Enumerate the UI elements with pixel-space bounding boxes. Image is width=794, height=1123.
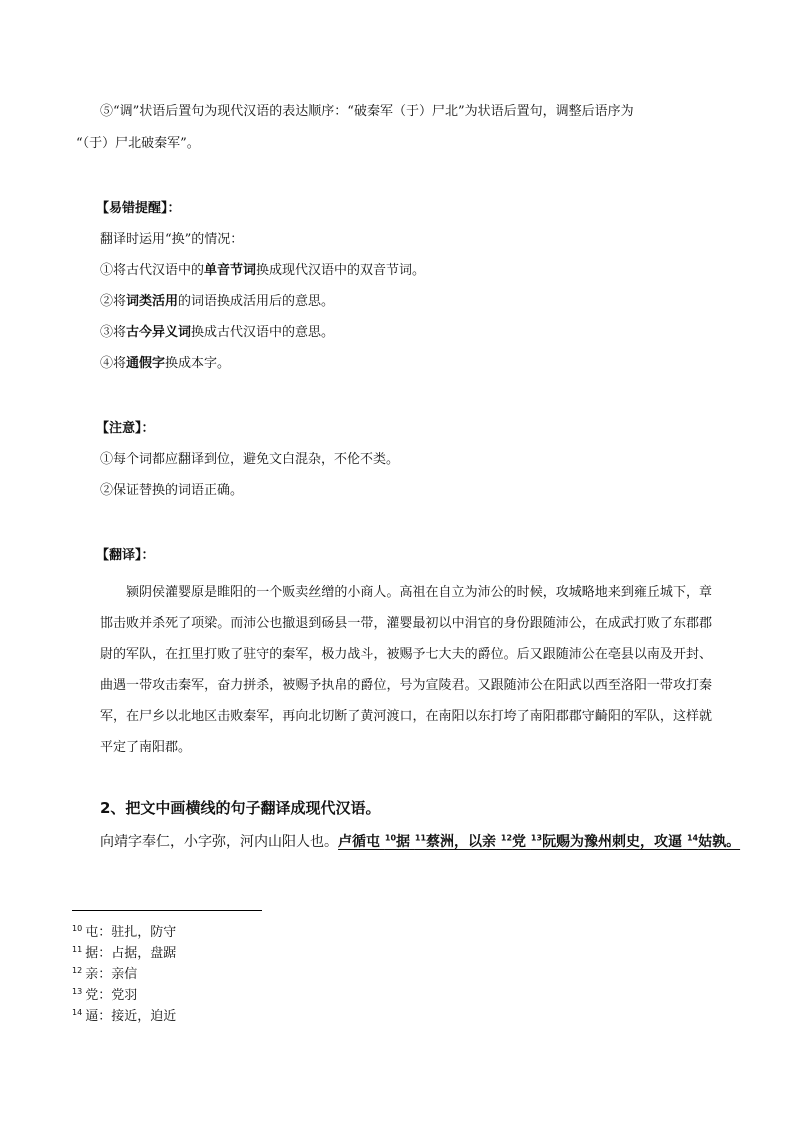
passage-intro: 向靖字奉仁，小字弥，河内山阳人也。 xyxy=(100,834,338,850)
error-tip-text: 换成本字。 xyxy=(165,356,231,371)
footnote-text: 党：党羽 xyxy=(85,988,138,1003)
underlined-fragment: 卢循屯 xyxy=(338,834,380,850)
footnote-divider xyxy=(72,910,262,911)
footnote-ref: 12 xyxy=(500,833,513,843)
footnote xyxy=(72,964,137,985)
underlined-fragment: 党 xyxy=(512,834,527,850)
error-tip-keyword: 单音节词 xyxy=(204,263,257,278)
footnote-number: 14 xyxy=(72,1007,83,1017)
error-tip-text: ④将 xyxy=(100,356,127,371)
error-tip-item xyxy=(100,323,334,343)
footnote-text: 屯：驻扎，防守 xyxy=(85,925,177,940)
translation-body: 颍阴侯灌婴原是睢阳的一个贩卖丝缯的小商人。高祖在自立为沛公的时候，攻城略地来到雍丘城下，章邯击败并杀死了项梁。而沛公也撤退到砀县一带，灌婴最初以中涓官的身份跟随沛公，在成武打败了东郡郡尉的军队，在扛里打败了驻守的秦军，极力战斗，被赐予七大夫的爵位。后又跟随沛公在亳县以南及开封、曲遇一带攻击秦军，奋力拼杀，被赐予执帛的爵位，号为宣陵君。又跟随沛公在阳武以西至洛阳一带攻打秦军，在尸乡以北地区击败秦军，再向北切断了黄河渡口，在南阳以东打垮了南阳郡郡守齮阳的军队，这样就平定了南阳郡。 xyxy=(100,585,712,755)
underlined-sentence xyxy=(338,834,740,850)
footnote-ref: 10 xyxy=(384,833,397,843)
notes-heading: 【注意】： xyxy=(96,421,155,436)
note-item: ②保证替换的词语正确。 xyxy=(100,483,244,498)
error-tip-item xyxy=(100,354,230,374)
error-tip-item xyxy=(100,261,425,281)
error-tip-keyword: 词类活用 xyxy=(126,294,179,309)
footnote xyxy=(72,985,137,1006)
footnote-ref: 11 xyxy=(414,833,427,843)
footnote xyxy=(72,922,176,943)
footnote-ref: 14 xyxy=(686,833,699,843)
footnote xyxy=(72,1006,176,1027)
underlined-fragment: 阮赐为豫州刺史，攻逼 xyxy=(542,834,683,850)
question-passage xyxy=(100,832,740,852)
footnote-number: 12 xyxy=(72,965,83,975)
note-item: ①每个词都应翻译到位，避免文白混杂，不伦不类。 xyxy=(100,452,400,467)
footnote-number: 10 xyxy=(72,923,83,933)
error-tip-item xyxy=(100,292,334,312)
footnote-ref: 13 xyxy=(530,833,543,843)
underlined-fragment: 据 xyxy=(396,834,411,850)
footnote xyxy=(72,943,176,964)
underlined-fragment: 蔡洲，以亲 xyxy=(426,834,497,850)
translation-heading: 【翻译】： xyxy=(96,548,155,563)
error-tip-keyword: 古今异义词 xyxy=(126,325,192,340)
question-title: 2、把文中画横线的句子翻译成现代汉语。 xyxy=(100,799,381,817)
point5-line1: ⑤“调”状语后置句为现代汉语的表达顺序：“破秦军（于）尸北”为状语后置句，调整后语序为 xyxy=(100,104,634,119)
error-tip-text: ③将 xyxy=(100,325,127,340)
error-tip-text: ①将古代汉语中的 xyxy=(100,263,205,278)
footnote-text: 逼：接近，迫近 xyxy=(85,1009,177,1024)
footnote-number: 11 xyxy=(72,944,83,954)
point5-line2: “（于）尸北破秦军”。 xyxy=(76,136,200,151)
error-tip-text: 换成古代汉语中的意思。 xyxy=(191,325,335,340)
error-tips-heading: 【易错提醒】： xyxy=(96,201,181,216)
footnote-number: 13 xyxy=(72,986,83,996)
error-tip-keyword: 通假字 xyxy=(126,356,166,371)
error-tip-text: 换成现代汉语中的双音节词。 xyxy=(256,263,426,278)
footnote-text: 亲：亲信 xyxy=(85,967,138,982)
error-tips-intro: 翻译时运用“换”的情况： xyxy=(100,232,244,247)
underlined-fragment: 姑孰。 xyxy=(698,834,741,850)
footnote-text: 据：占据，盘踞 xyxy=(85,946,177,961)
error-tip-text: 的词语换成活用后的意思。 xyxy=(178,294,335,309)
error-tip-text: ②将 xyxy=(100,294,127,309)
